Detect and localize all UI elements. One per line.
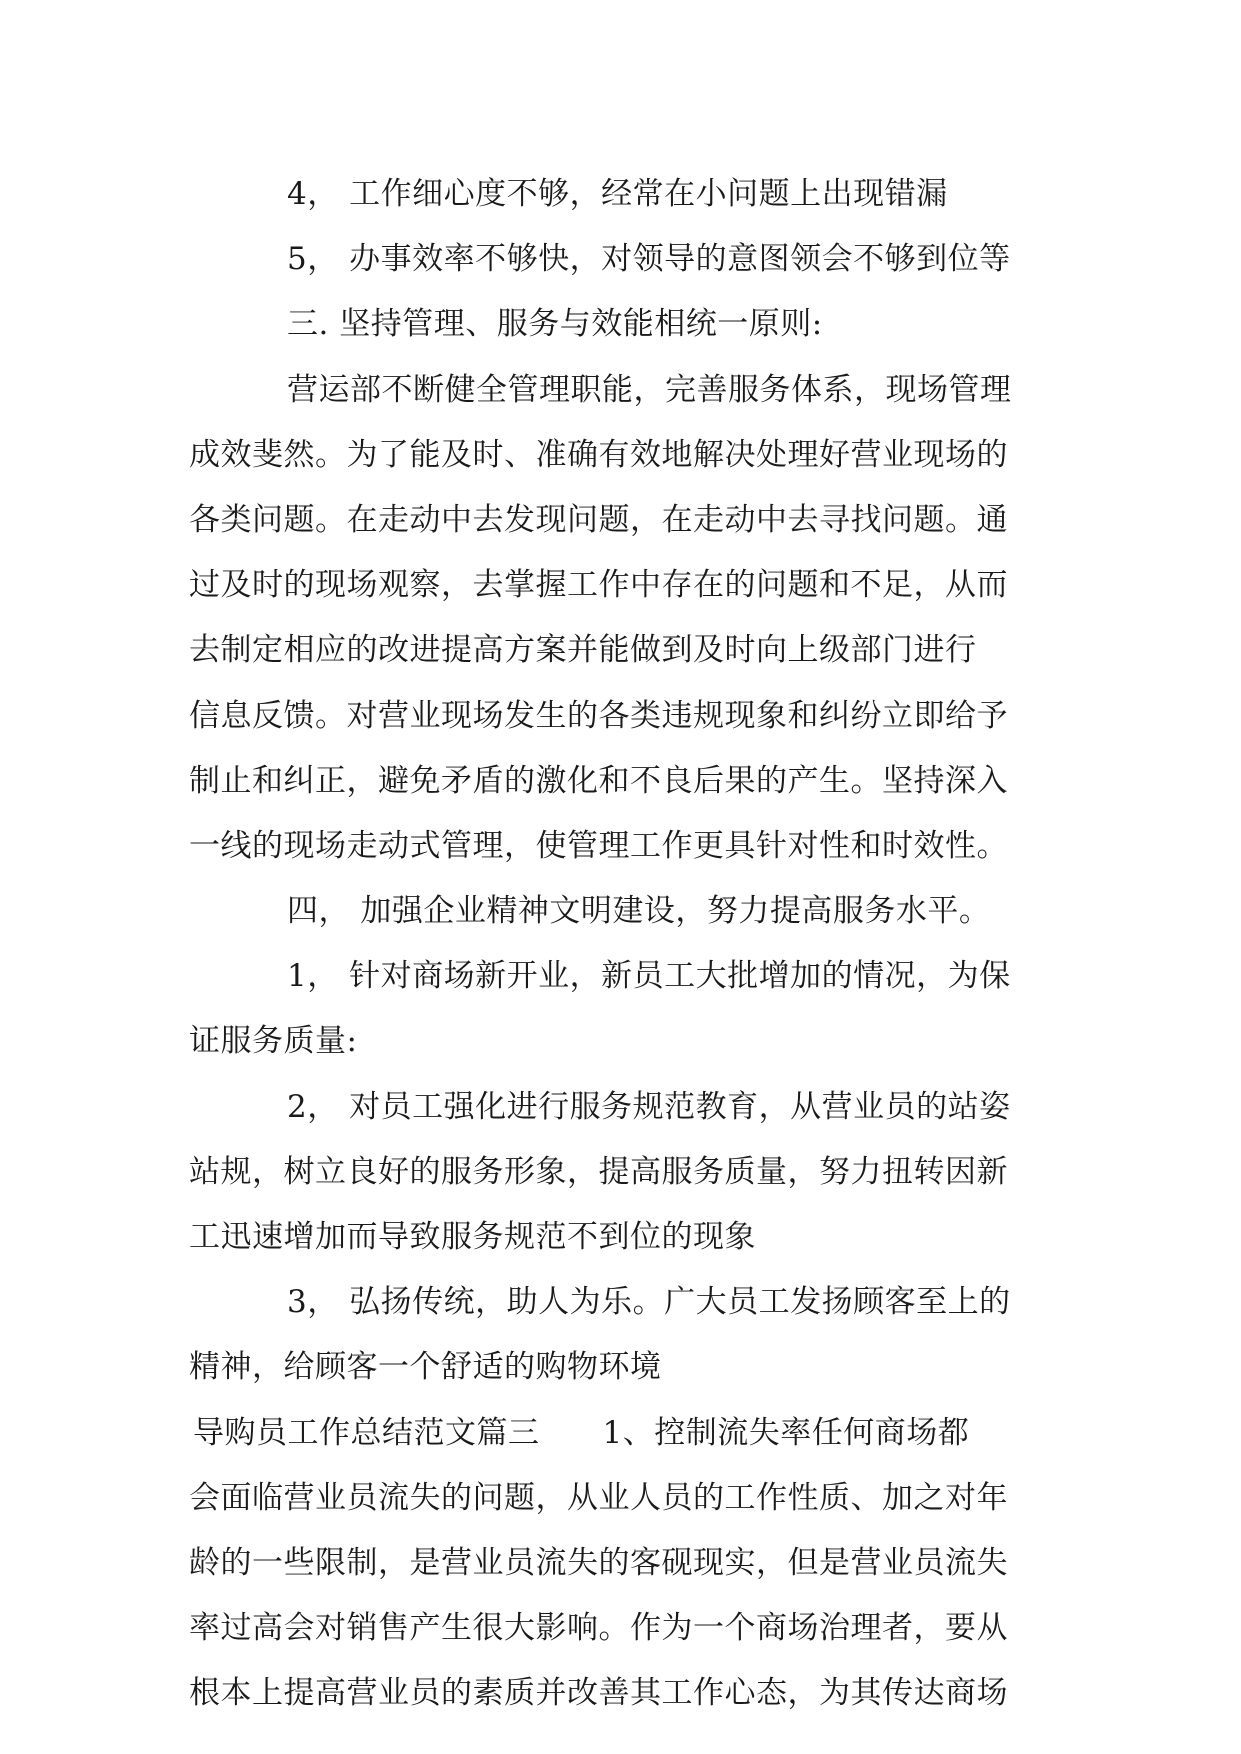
text-line: 信息反馈。对营业现场发生的各类违规现象和纠纷立即给予 (189, 697, 1008, 734)
text-line: 会面临营业员流失的问题，从业人员的工作性质、加之对年 (189, 1479, 1008, 1516)
text-line: 站规，树立良好的服务形象，提高服务质量，努力扭转因新 (189, 1153, 1008, 1190)
text-line: 过及时的现场观察，去掌握工作中存在的问题和不足，从而 (189, 567, 1008, 604)
text-line: 5， 办事效率不够快，对领导的意图领会不够到位等 (287, 241, 1011, 278)
text-line: 去制定相应的改进提高方案并能做到及时向上级部门进行 (189, 632, 977, 669)
text-line: 工迅速增加而导致服务规范不到位的现象 (189, 1219, 756, 1255)
text-line: 各类问题。在走动中去发现问题，在走动中去寻找问题。通 (189, 501, 1008, 538)
text-line: 一线的现场走动式管理，使管理工作更具针对性和时效性。 (189, 827, 1008, 864)
text-line: 制止和纠正，避免矛盾的激化和不良后果的产生。坚持深入 (189, 762, 1008, 799)
text-line: 精神，给顾客一个舒适的购物环境 (189, 1349, 662, 1386)
text-line: 营运部不断健全管理职能，完善服务体系，现场管理 (287, 371, 1012, 408)
text-line: 龄的一些限制，是营业员流失的客砚现实，但是营业员流失 (189, 1544, 1008, 1581)
text-line: 率过高会对销售产生很大影响。作为一个商场治理者，要从 (189, 1610, 1008, 1647)
text-line: 3， 弘扬传统，助人为乐。广大员工发扬顾客至上的 (287, 1284, 1011, 1321)
section-heading: 三. 坚持管理、服务与效能相统一原则: (287, 306, 823, 343)
text-line: 4， 工作细心度不够，经常在小问题上出现错漏 (287, 176, 948, 212)
text-line: 成效斐然。为了能及时、准确有效地解决处理好营业现场的 (189, 436, 1008, 473)
article-heading-line: 导购员工作总结范文篇三 1、控制流失率任何商场都 (193, 1414, 970, 1451)
text-line: 1， 针对商场新开业，新员工大批增加的情况，为保 (287, 958, 1011, 995)
text-line: 证服务质量: (189, 1023, 358, 1060)
document-page (189, 162, 1049, 1727)
text-line: 2， 对员工强化进行服务规范教育，从营业员的站姿 (287, 1088, 1011, 1125)
text-line: 根本上提高营业员的素质并改善其工作心态，为其传达商场 (189, 1675, 1008, 1712)
section-heading: 四， 加强企业精神文明建设，努力提高服务水平。 (287, 893, 991, 930)
